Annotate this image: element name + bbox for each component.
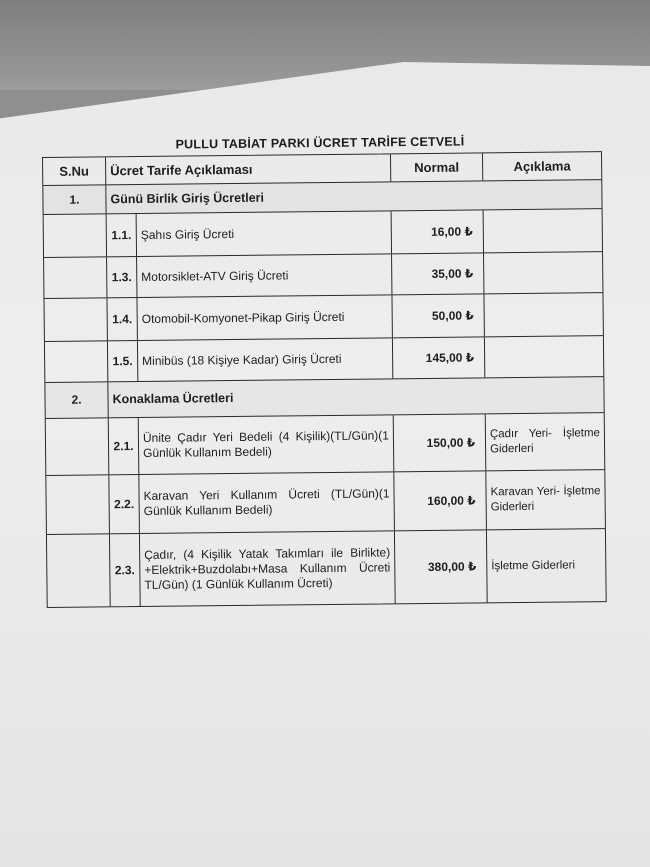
- table-row: [47, 528, 606, 607]
- item-price: 145,00 ₺: [392, 337, 484, 378]
- item-price: 150,00 ₺: [393, 414, 486, 471]
- item-note: [483, 293, 602, 336]
- item-note: [483, 252, 602, 293]
- item-note: Çadır Yeri- İşletme Giderleri: [485, 413, 605, 470]
- item-code: 1.5.: [107, 341, 137, 381]
- header-description: Ücret Tarife Açıklaması: [105, 154, 390, 184]
- item-note: İşletme Giderleri: [486, 529, 606, 602]
- item-code: 1.1.: [106, 214, 136, 256]
- item-code: 1.3.: [106, 257, 136, 297]
- item-price: 35,00 ₺: [391, 253, 483, 294]
- section-row-2: [45, 376, 603, 418]
- section-title: Günü Birlik Giriş Ücretleri: [105, 180, 601, 213]
- item-note: Karavan Yeri- İşletme Giderleri: [485, 470, 605, 529]
- item-description: Çadır, (4 Kişilik Yatak Takımları ile Birlikte) +Elektrik+Buzdolabı+Masa Kullanım Ücreti TL/Gün) (1 Günlük Kullanım Ücreti): [139, 531, 395, 606]
- item-code: 2.2.: [108, 475, 139, 533]
- section-row-1: [43, 179, 601, 214]
- table-row: [44, 292, 602, 341]
- section-number: 2.: [71, 392, 82, 407]
- item-note: [483, 209, 602, 252]
- table-row: [46, 412, 605, 475]
- item-code: 2.1.: [108, 418, 139, 474]
- item-code: 1.4.: [106, 298, 136, 340]
- item-code: 2.3.: [109, 534, 140, 606]
- header-sn: S.Nu: [59, 163, 90, 179]
- header-normal: Normal: [390, 153, 482, 181]
- item-price: 160,00 ₺: [393, 471, 486, 530]
- item-price: 50,00 ₺: [391, 294, 483, 337]
- header-note: Açıklama: [482, 152, 601, 180]
- table-row: [45, 335, 603, 382]
- item-description: Minibüs (18 Kişiye Kadar) Giriş Ücreti: [137, 338, 392, 381]
- tariff-table: [42, 151, 607, 608]
- item-description: Otomobil-Komyonet-Pikap Giriş Ücreti: [136, 295, 391, 340]
- table-row: [44, 251, 602, 298]
- item-description: Karavan Yeri Kullanım Ücreti (TL/Gün)(1 Günlük Kullanım Bedeli): [138, 472, 394, 533]
- document-title: PULLU TABİAT PARKI ÜCRET TARİFE CETVELİ: [175, 134, 465, 152]
- item-price: 380,00 ₺: [394, 530, 487, 603]
- section-number: 1.: [69, 192, 80, 207]
- item-description: Şahıs Giriş Ücreti: [136, 211, 391, 256]
- table-row: [46, 469, 605, 534]
- table-row: [44, 208, 602, 257]
- item-description: Motorsiklet-ATV Giriş Ücreti: [136, 254, 391, 297]
- item-description: Ünite Çadır Yeri Bedeli (4 Kişilik)(TL/Gün)(1 Günlük Kullanım Bedeli): [138, 415, 394, 474]
- section-title: Konaklama Ücretleri: [107, 377, 603, 417]
- item-note: [484, 336, 603, 377]
- item-price: 16,00 ₺: [391, 210, 483, 253]
